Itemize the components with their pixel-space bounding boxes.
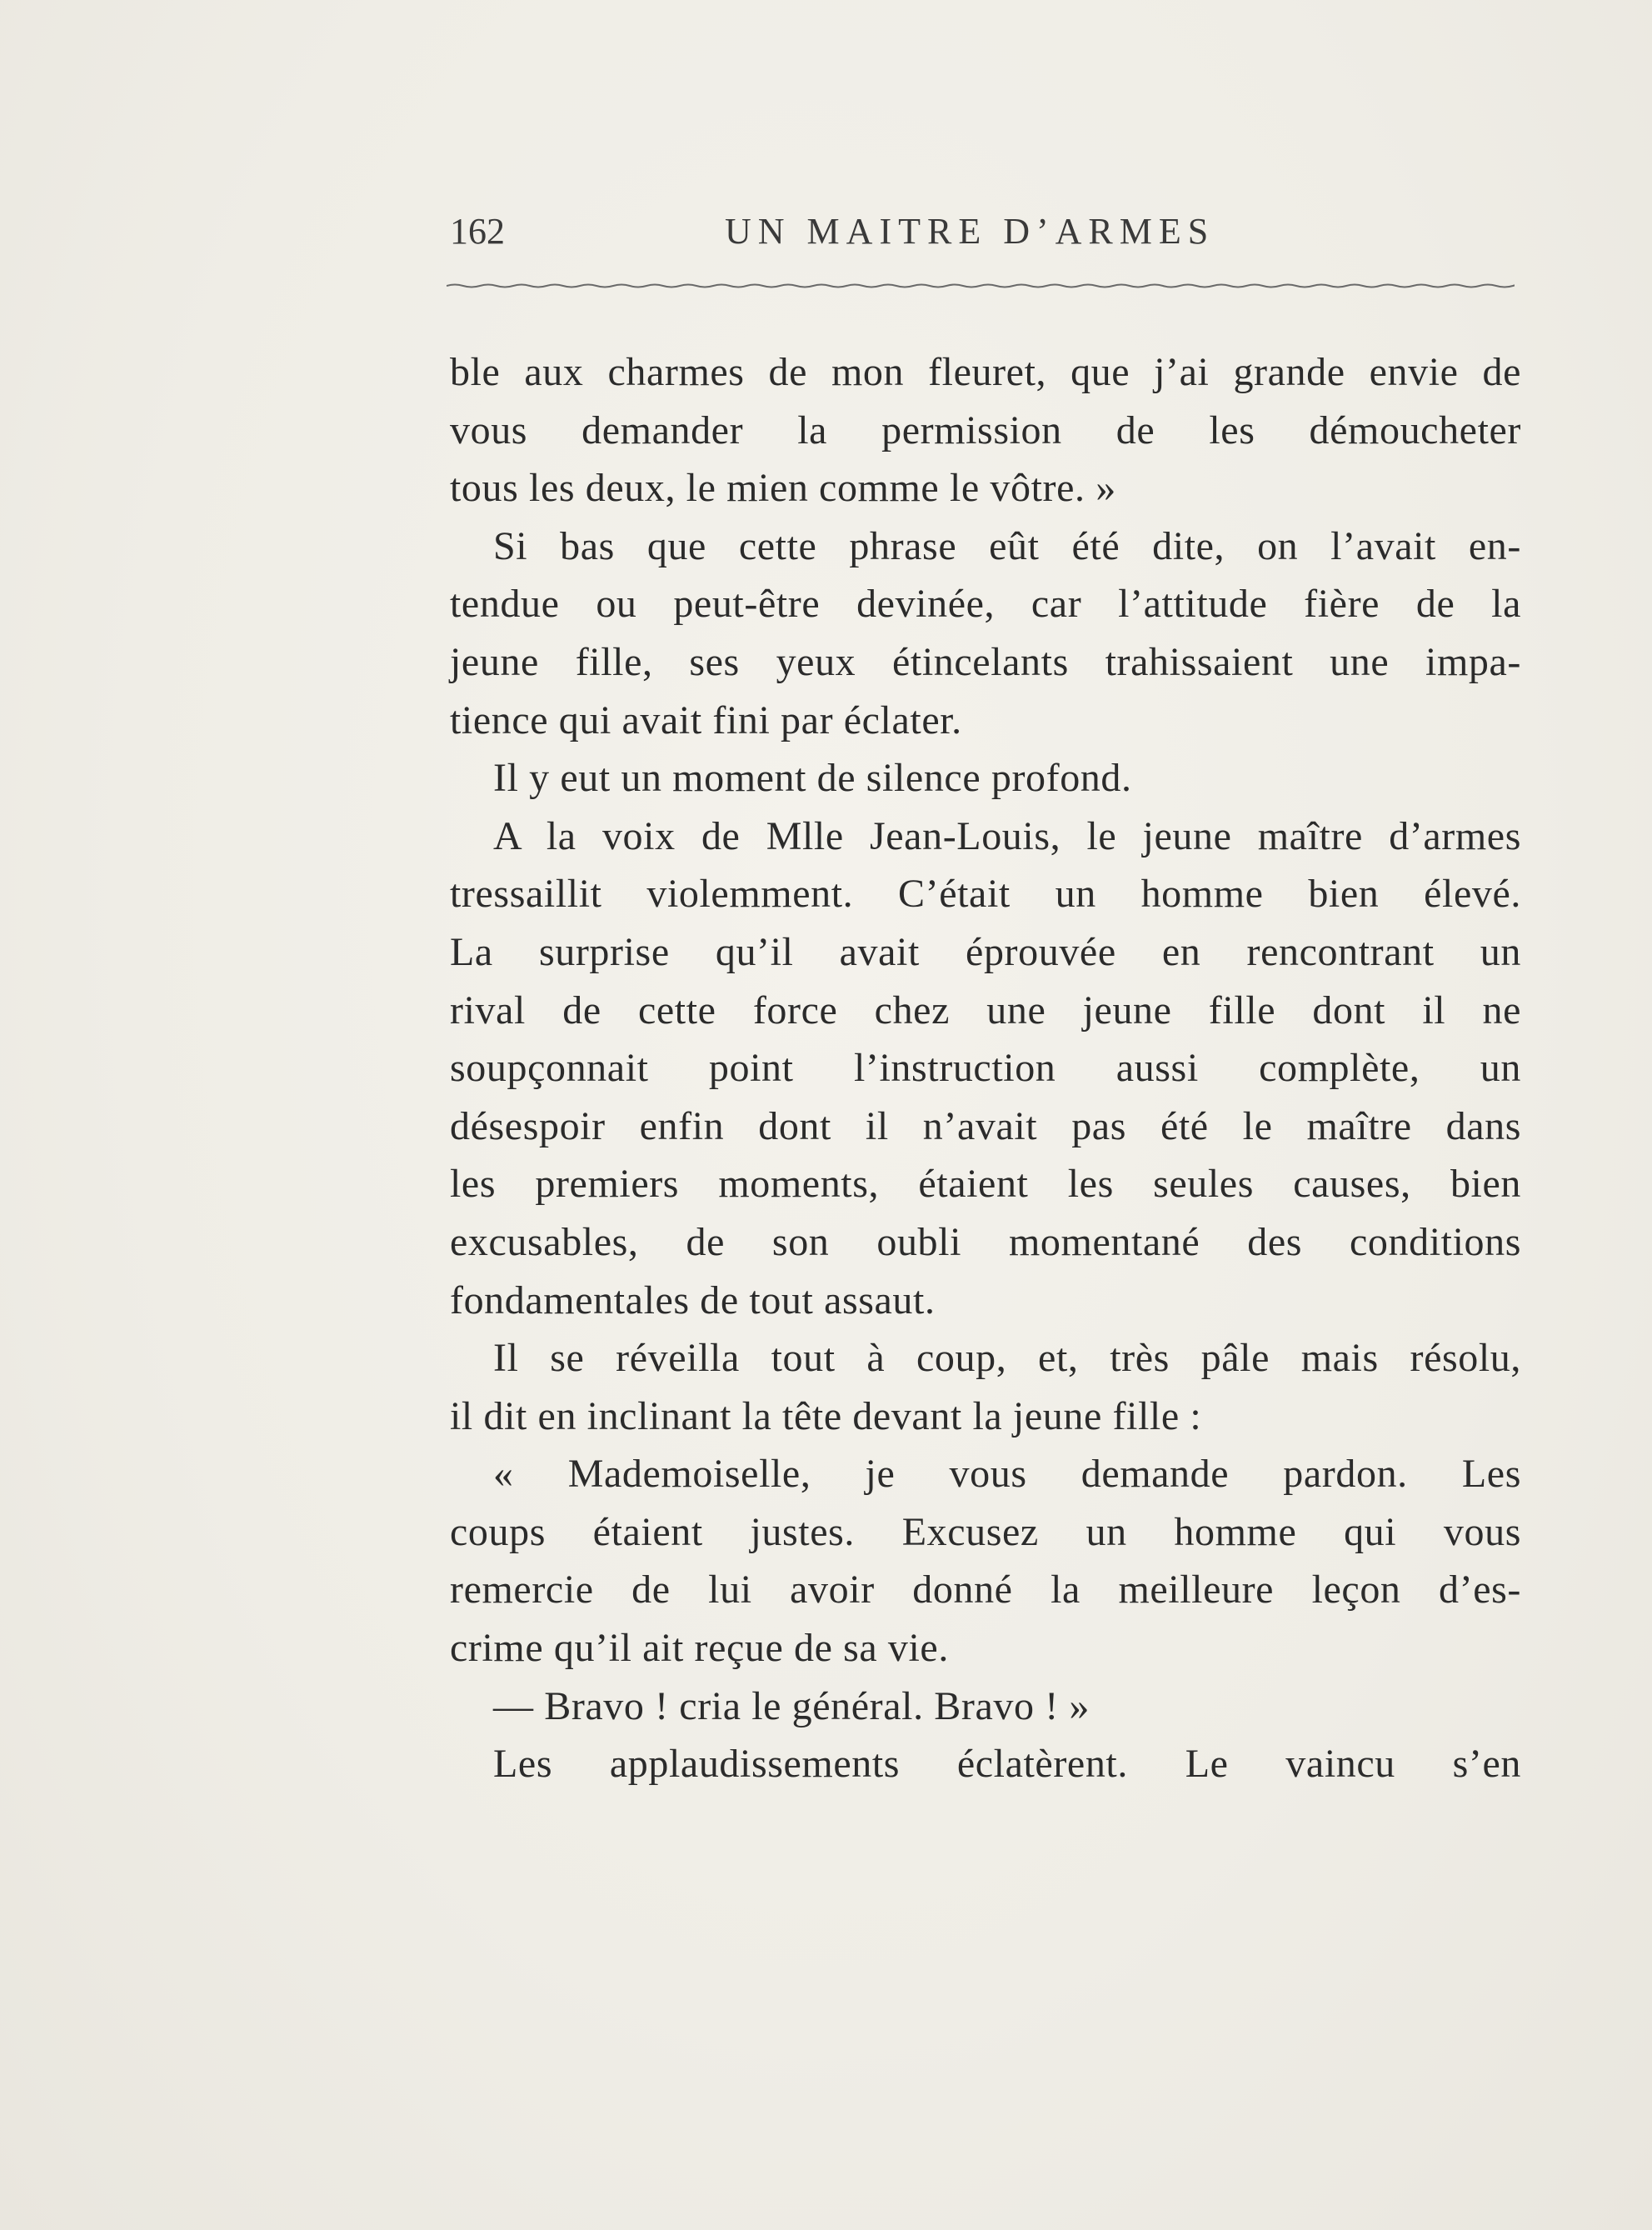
body-text [450,343,1521,1793]
text-line: coups étaient justes. Excusez un homme qui vous [450,1509,1521,1554]
text-line: « Mademoiselle, je vous demande pardon. Les [493,1452,1521,1497]
text-line: A la voix de Mlle Jean-Louis, le jeune maître d’armes [493,813,1521,858]
text-line: tous les deux, le mien comme le vôtre. » [450,466,1116,511]
page-header [450,202,1516,261]
wavy-rule [447,279,1515,292]
running-head: UN MAITRE D’ARMES [725,211,1215,252]
text-line: — Bravo ! cria le général. Bravo ! » [493,1683,1090,1728]
text-line: fondamentales de tout assaut. [450,1278,936,1322]
text-line: Si bas que cette phrase eût été dite, on l’avait en- [493,523,1521,568]
text-line: crime qu’il ait reçue de sa vie. [450,1626,949,1671]
text-line: soupçonnait point l’instruction aussi complète, un [450,1046,1521,1091]
text-line: les premiers moments, étaient les seules causes, bien [450,1162,1521,1207]
text-line: il dit en inclinant la tête devant la jeune fille : [450,1393,1202,1438]
text-line: tience qui avait fini par éclater. [450,698,962,742]
text-line: excusables, de son oubli momentané des conditions [450,1219,1521,1264]
text-line: tressaillit violemment. C’était un homme bien élevé. [450,872,1521,917]
text-line: La surprise qu’il avait éprouvée en rencontrant un [450,929,1521,974]
text-line: Il y eut un moment de silence profond. [493,756,1132,801]
text-line: tendue ou peut-être devinée, car l’attitude fière de la [450,582,1521,627]
text-line: rival de cette force chez une jeune fille dont il ne [450,988,1521,1032]
text-line: désespoir enfin dont il n’avait pas été le maître dans [450,1103,1521,1148]
text-line: ble aux charmes de mon fleuret, que j’ai grande envie de [450,350,1521,394]
page-number: 162 [450,211,505,252]
text-line: Il se réveilla tout à coup, et, très pâle mais résolu, [493,1336,1521,1381]
text-line: vous demander la permission de les démoucheter [450,408,1521,452]
text-line: remercie de lui avoir donné la meilleure leçon d’es- [450,1568,1521,1612]
text-line: Les applaudissements éclatèrent. Le vaincu s’en [493,1742,1521,1787]
text-line: jeune fille, ses yeux étincelants trahissaient une impa- [450,639,1521,684]
